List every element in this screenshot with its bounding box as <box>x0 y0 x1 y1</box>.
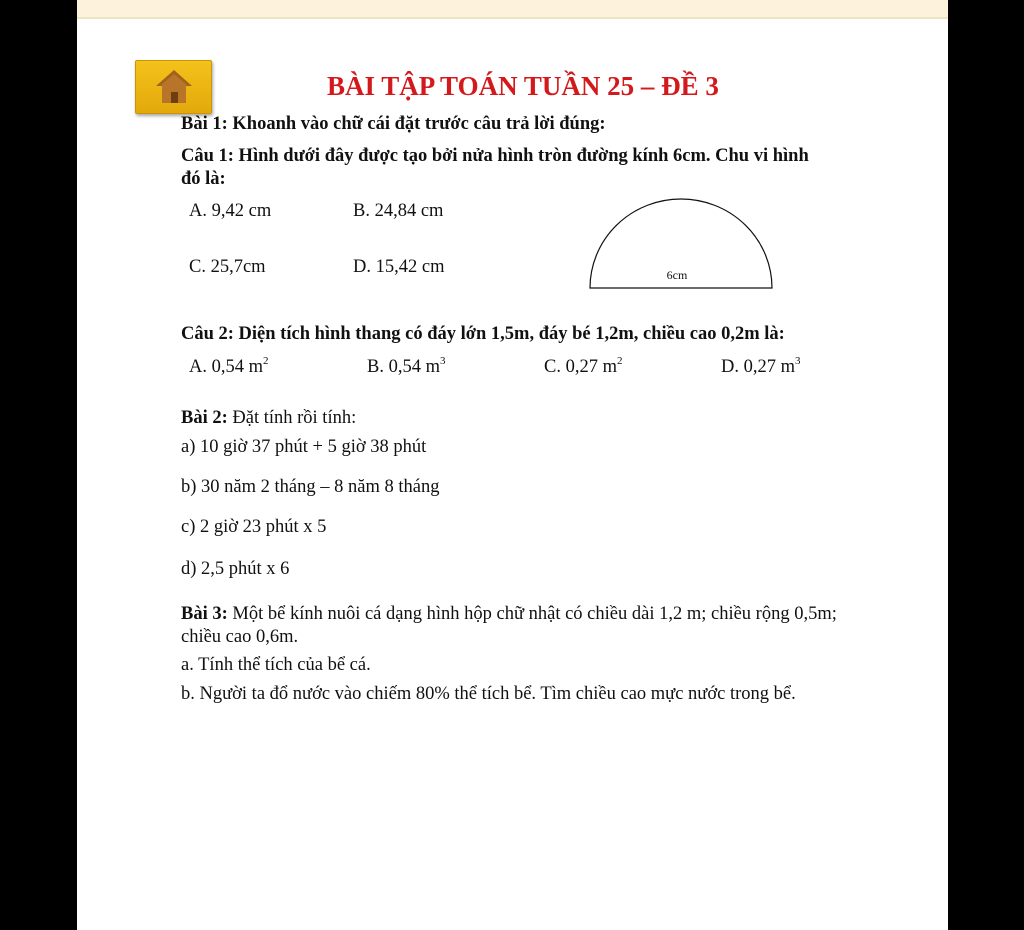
cau1-option-b: B. 24,84 cm <box>353 201 444 221</box>
bai2-item-d: d) 2,5 phút x 6 <box>181 559 290 579</box>
cau1-option-a: A. 9,42 cm <box>189 201 272 221</box>
bai1-heading: Bài 1: Khoanh vào chữ cái đặt trước câu trả lời đúng: <box>181 114 606 134</box>
bai3-question-line2: chiều cao 0,6m. <box>181 627 299 647</box>
cau2-option-a: A. 0,54 $m^2$ <box>189 354 269 377</box>
bai3-question-line1: Bài 3: Một bể kính nuôi cá dạng hình hộp chữ nhật có chiều dài 1,2 m; chiều rộng 0,5m; <box>181 604 837 624</box>
bai3-part-a: a. Tính thể tích của bể cá. <box>181 655 371 675</box>
cau1-option-c: C. 25,7cm <box>189 257 266 277</box>
cau2-option-c: C. 0,27 $m^2$ <box>544 354 623 377</box>
house-icon <box>154 68 194 106</box>
page-title: BÀI TẬP TOÁN TUẦN 25 – ĐỀ 3 <box>327 71 719 101</box>
cau2-question: Câu 2: Diện tích hình thang có đáy lớn 1,5m, đáy bé 1,2m, chiều cao 0,2m là: <box>181 324 785 344</box>
document-page <box>77 0 948 930</box>
cau2-option-b: B. 0,54 $m^3$ <box>367 354 446 377</box>
cau1-option-d: D. 15,42 cm <box>353 257 445 277</box>
diameter-label: 6cm <box>666 268 688 282</box>
cau1-question-line1: Câu 1: Hình dưới đây được tạo bởi nửa hình tròn đường kính 6cm. Chu vi hình <box>181 146 809 166</box>
bai2-heading: Bài 2: Đặt tính rồi tính: <box>181 408 357 428</box>
bai2-item-c: c) 2 giờ 23 phút x 5 <box>181 517 327 537</box>
cau2-option-d: D. 0,27 $m^3$ <box>721 354 801 377</box>
top-bar <box>77 0 948 19</box>
cau1-question-line2: đó là: <box>181 169 226 189</box>
semicircle-figure <box>588 196 774 292</box>
bai2-item-b: b) 30 năm 2 tháng – 8 năm 8 tháng <box>181 477 440 497</box>
bai3-part-b: b. Người ta đổ nước vào chiếm 80% thể tích bể. Tìm chiều cao mực nước trong bể. <box>181 684 796 704</box>
bai2-item-a: a) 10 giờ 37 phút + 5 giờ 38 phút <box>181 437 427 457</box>
home-button[interactable] <box>135 60 212 114</box>
